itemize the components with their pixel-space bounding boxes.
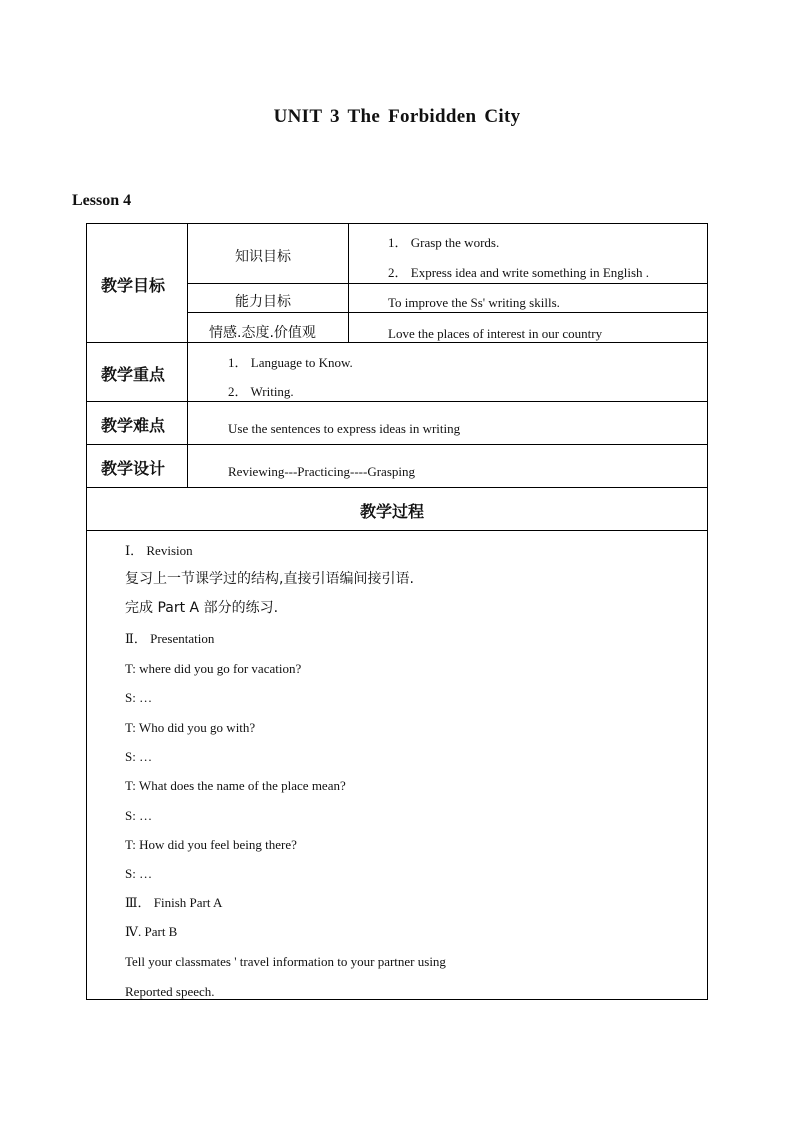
process-line: Ⅰ． Revision	[125, 543, 193, 558]
process-line: 完成 Part A 部分的练习.	[125, 600, 279, 616]
design-text: Reviewing---Practicing----Grasping	[228, 464, 415, 479]
lesson-heading: Lesson 4	[72, 192, 132, 209]
row-divider-design	[86, 487, 708, 488]
difficulties-label: 教学难点	[101, 416, 166, 435]
process-line: S: …	[125, 749, 153, 764]
col-divider-1	[187, 223, 188, 487]
emotion-label: 情感.态度.价值观	[209, 325, 316, 341]
process-line: Ⅳ. Part B	[125, 924, 178, 939]
process-line: T: How did you feel being there?	[125, 837, 297, 852]
process-label: 教学过程	[360, 502, 425, 521]
process-line: 复习上一节课学过的结构,直接引语编间接引语.	[125, 571, 414, 587]
process-line: T: where did you go for vacation?	[125, 661, 302, 676]
process-line: Reported speech.	[125, 984, 215, 999]
row-divider-difficulties	[86, 444, 708, 445]
knowledge-item: 1． Grasp the words.	[388, 235, 500, 250]
ability-label: 能力目标	[235, 294, 291, 310]
row-divider-objectives	[86, 342, 708, 343]
knowledge-item: 2． Express idea and write something in English .	[388, 265, 650, 280]
process-line: T: What does the name of the place mean?	[125, 778, 346, 793]
design-label: 教学设计	[101, 459, 166, 478]
process-line: Tell your classmates ' travel information to your partner using	[125, 954, 446, 969]
difficulties-text: Use the sentences to express ideas in writing	[228, 421, 461, 436]
key-point-item: 2． Writing.	[228, 384, 294, 399]
row-divider-ability	[187, 312, 708, 313]
key-points-label: 教学重点	[101, 365, 166, 384]
table-border-right	[707, 223, 708, 1000]
process-line: Ⅱ． Presentation	[125, 631, 215, 646]
row-divider-process	[86, 530, 708, 531]
objectives-label: 教学目标	[101, 276, 166, 295]
table-border-left	[86, 223, 87, 1000]
process-line: S: …	[125, 866, 153, 881]
row-divider-knowledge	[187, 283, 708, 284]
process-line: S: …	[125, 808, 153, 823]
row-divider-keypoints	[86, 401, 708, 402]
process-line: Ⅲ． Finish Part A	[125, 895, 223, 910]
knowledge-label: 知识目标	[235, 249, 291, 265]
ability-text: To improve the Ss' writing skills.	[388, 295, 560, 310]
emotion-text: Love the places of interest in our country	[388, 326, 603, 341]
process-line: T: Who did you go with?	[125, 720, 256, 735]
page-title: UNIT 3 The Forbidden City	[273, 106, 521, 127]
key-point-item: 1． Language to Know.	[228, 355, 353, 370]
table-border-top	[86, 223, 708, 224]
process-line: S: …	[125, 690, 153, 705]
